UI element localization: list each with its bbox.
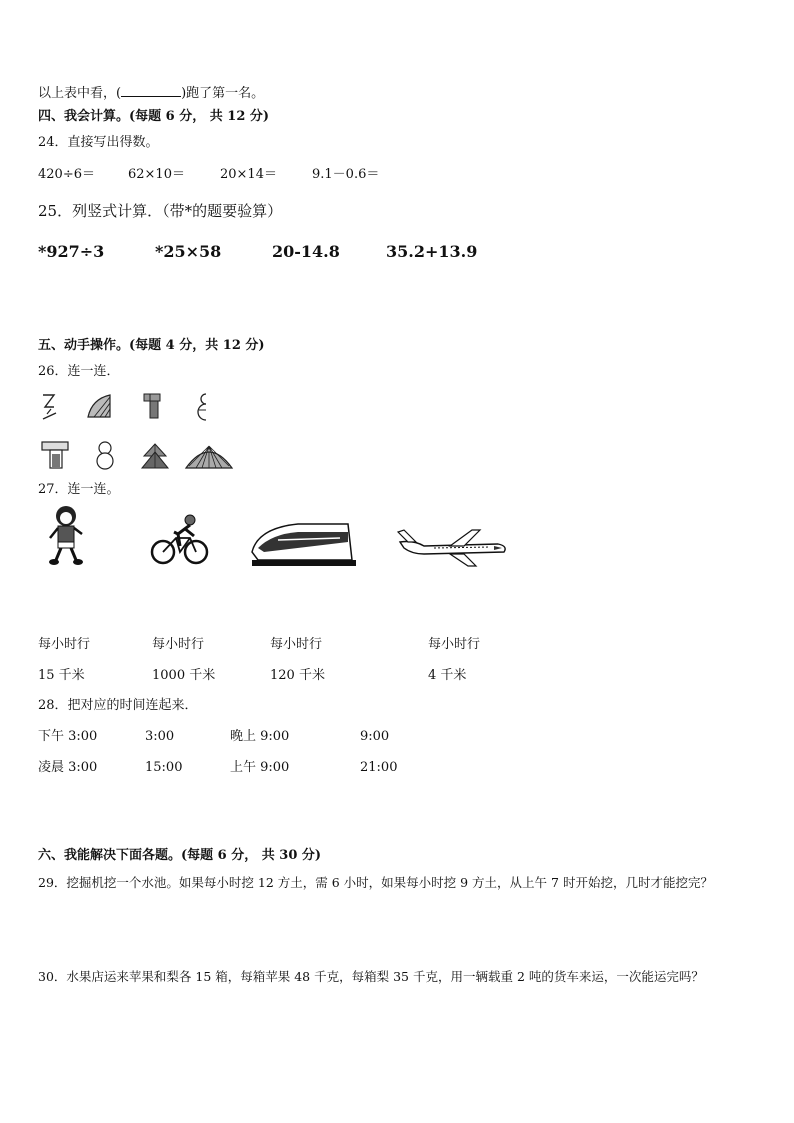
time-row1-2: 3:00 xyxy=(145,729,175,744)
q24-item-2: 62×10＝ xyxy=(128,167,185,182)
q25-item-2: *25×58 xyxy=(155,242,222,261)
snowman-icon[interactable] xyxy=(94,440,116,470)
cyclist-icon[interactable] xyxy=(150,512,210,568)
q24-item-3: 20×14＝ xyxy=(220,167,277,182)
child-walking-icon[interactable] xyxy=(44,504,88,566)
q25-item-4: 35.2+13.9 xyxy=(386,242,478,261)
time-row1-3: 晚上 9:00 xyxy=(230,729,290,744)
speed-head-1: 每小时行 xyxy=(38,637,91,652)
train-icon[interactable] xyxy=(248,518,358,568)
lightning-partial-icon[interactable] xyxy=(40,393,60,421)
answer-blank[interactable] xyxy=(121,84,181,97)
q26-label: 26．连一连． xyxy=(38,364,120,379)
snowman-partial-icon[interactable] xyxy=(196,392,210,422)
mushroom-partial-icon[interactable] xyxy=(142,392,162,420)
speed-head-4: 每小时行 xyxy=(428,637,481,652)
airplane-icon[interactable] xyxy=(394,526,510,568)
q30-text: 30．水果店运来苹果和梨各 15 箱，每箱苹果 48 千克，每箱梨 35 千克，用一辆载重 2 吨的货车来运，一次能运完吗？ xyxy=(38,969,704,984)
line1-pre: 以上表中看，( xyxy=(38,86,122,101)
q29-text: 29．挖掘机挖一个水池。如果每小时挖 12 方土，需 6 小时，如果每小时挖 9 方土，从上午 7 时开始挖，几时才能挖完？ xyxy=(38,875,713,890)
line1-post: )跑了第一名。 xyxy=(181,86,265,101)
speed-value-2: 1000 千米 xyxy=(152,668,216,683)
q27-label: 27．连一连。 xyxy=(38,482,120,497)
time-row2-2: 15:00 xyxy=(145,760,183,775)
time-row2-3: 上午 9:00 xyxy=(230,760,290,775)
q28-label: 28．把对应的时间连起来． xyxy=(38,698,198,713)
section-4-title: 四、我会计算。(每题 6 分， 共 12 分) xyxy=(38,109,270,124)
tree-icon[interactable] xyxy=(140,442,170,470)
speed-head-3: 每小时行 xyxy=(270,637,323,652)
time-row1-1: 下午 3:00 xyxy=(38,729,98,744)
q25-item-1: *927÷3 xyxy=(38,242,105,261)
time-row2-1: 凌晨 3:00 xyxy=(38,760,98,775)
q25-item-3: 20-14.8 xyxy=(272,242,340,261)
q24-item-1: 420÷6＝ xyxy=(38,167,95,182)
time-row1-4: 9:00 xyxy=(360,729,390,744)
q24-item-4: 9.1－0.6＝ xyxy=(312,167,380,182)
mushroom-icon[interactable] xyxy=(40,440,70,470)
speed-value-1: 15 千米 xyxy=(38,668,85,683)
umbrella-partial-icon[interactable] xyxy=(86,393,114,419)
time-row2-4: 21:00 xyxy=(360,760,398,775)
section-6-title: 六、我能解决下面各题。(每题 6 分， 共 30 分) xyxy=(38,848,322,863)
table-question-line xyxy=(38,84,264,102)
q25-label: 25．列竖式计算．（带*的题要验算） xyxy=(38,202,283,220)
q24-label: 24．直接写出得数。 xyxy=(38,135,159,150)
section-5-title: 五、动手操作。(每题 4 分，共 12 分) xyxy=(38,338,265,353)
speed-value-4: 4 千米 xyxy=(428,668,467,683)
umbrella-icon[interactable] xyxy=(184,444,234,470)
speed-value-3: 120 千米 xyxy=(270,668,325,683)
speed-head-2: 每小时行 xyxy=(152,637,205,652)
